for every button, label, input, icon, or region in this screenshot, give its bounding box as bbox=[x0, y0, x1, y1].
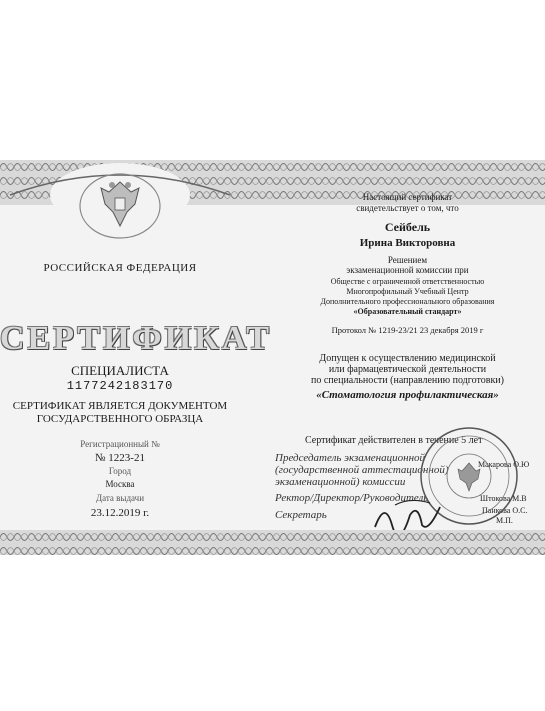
decision-line1: Решением bbox=[387, 255, 428, 265]
admit-line2: или фармацевтической деятельности bbox=[328, 364, 487, 375]
certificate-title: СЕРТИФИКАТ bbox=[0, 320, 273, 357]
org-line2: Многопрофильный Учебный Центр bbox=[346, 287, 469, 296]
intro-line2: свидетельствует о том, что bbox=[356, 203, 459, 213]
chair-line1: Председатель экзаменационной bbox=[275, 452, 426, 464]
org-line1: Обществе с ограниченной ответственностью bbox=[330, 277, 485, 286]
org-line3: Дополнительного профессионального образования bbox=[320, 297, 495, 306]
signature-icon bbox=[370, 495, 450, 535]
intro-line1: Настоящий сертификат bbox=[362, 192, 453, 202]
certificate-number: 1177242183170 bbox=[66, 379, 174, 393]
document-note-line2: ГОСУДАРСТВЕННОГО ОБРАЗЦА bbox=[36, 413, 204, 425]
issue-label: Дата выдачи bbox=[95, 493, 145, 503]
given-name: Ирина Викторовна bbox=[359, 237, 456, 249]
document-note-line1: СЕРТИФИКАТ ЯВЛЯЕТСЯ ДОКУМЕНТОМ bbox=[12, 400, 228, 412]
chair-line2: (государственной аттестационной) bbox=[275, 464, 449, 476]
admit-line3: по специальности (направлению подготовки) bbox=[311, 375, 504, 386]
validity: Сертификат действителен в течение 5 лет bbox=[305, 435, 483, 446]
org-line4: «Образовательный стандарт» bbox=[353, 307, 462, 316]
decision-line2: экзаменационной комиссии при bbox=[346, 265, 469, 275]
reg-label: Регистрационный № bbox=[80, 439, 160, 449]
city-value: Москва bbox=[105, 479, 135, 489]
specialty: «Стоматология профилактическая» bbox=[316, 389, 499, 401]
mp-label: М.П. bbox=[496, 516, 513, 525]
country-label: РОССИЙСКАЯ ФЕДЕРАЦИЯ bbox=[43, 262, 197, 274]
coat-of-arms-icon bbox=[75, 168, 165, 240]
rector-label: Ректор/Директор/Руководитель bbox=[275, 492, 429, 504]
rector-name: Штокова М.В bbox=[480, 494, 527, 503]
chair-line3: экзаменационной) комиссии bbox=[275, 476, 406, 488]
certificate-subtitle: СПЕЦИАЛИСТА bbox=[71, 363, 169, 378]
surname: Сейбель bbox=[384, 220, 431, 234]
chair-name: Макарова О.Ю bbox=[478, 460, 530, 469]
protocol: Протокол № 1219-23/21 23 декабря 2019 г bbox=[331, 325, 484, 335]
issue-date: 23.12.2019 г. bbox=[90, 507, 150, 519]
ornament-band-bottom bbox=[0, 530, 545, 555]
city-label: Город bbox=[108, 466, 132, 476]
secretary-label: Секретарь bbox=[275, 509, 327, 521]
secretary-name: Панкова О.С. bbox=[482, 506, 528, 515]
reg-number: № 1223-21 bbox=[95, 452, 145, 464]
certificate-sheet bbox=[0, 160, 545, 555]
admit-line1: Допущен к осуществлению медицинской bbox=[319, 353, 496, 364]
